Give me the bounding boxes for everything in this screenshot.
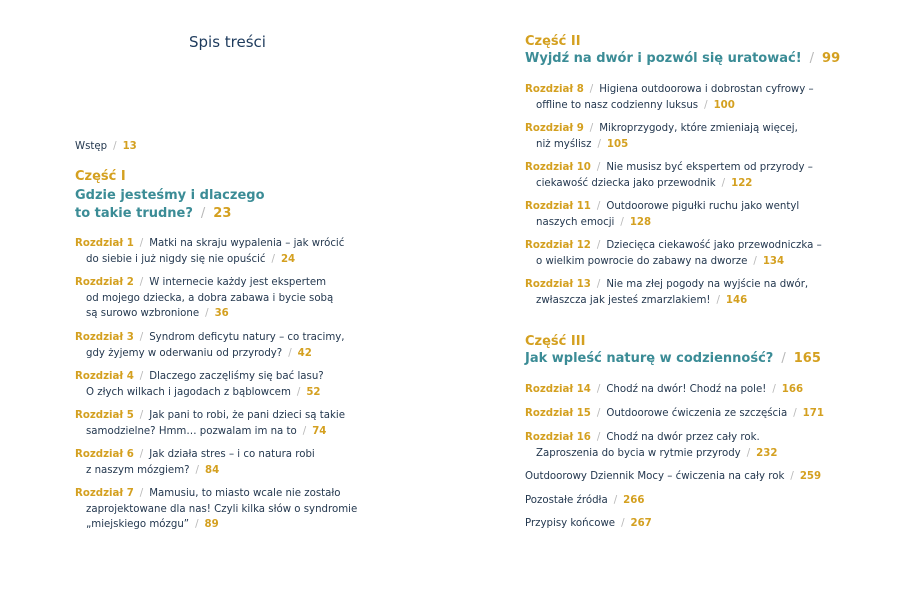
toc-entry-other-sources[interactable] [525,493,644,509]
separator: / [781,351,786,366]
separator: / [288,347,292,359]
toc-entry-chapter-14[interactable] [525,382,803,398]
toc-entry-chapter-5[interactable] [75,408,345,439]
chapter-title-line: Matki na skraju wypalenia – jak wrócić [149,238,345,249]
chapter-page: 52 [306,386,321,398]
separator: / [589,123,594,134]
back-matter-label: Przypisy końcowe [525,518,616,529]
back-matter-label: Outdoorowy Dziennik Mocy – ćwiczenia na cały rok [525,471,785,482]
separator: / [596,162,601,173]
chapter-label: Rozdział 15 [525,408,591,419]
toc-entry-chapter-6[interactable] [75,447,315,478]
toc-entry-intro[interactable] [75,139,137,155]
separator: / [302,425,307,437]
separator: / [139,277,144,288]
separator: / [596,432,601,443]
toc-entry-chapter-4[interactable] [75,369,324,400]
separator: / [296,386,301,398]
chapter-page: 105 [606,138,629,150]
part1-page: 23 [213,206,232,221]
separator: / [596,240,601,251]
toc-entry-chapter-2[interactable] [75,275,333,322]
chapter-label: Rozdział 16 [525,432,591,443]
separator: / [753,255,757,267]
toc-entry-chapter-7[interactable] [75,486,357,533]
separator: / [139,410,144,421]
chapter-title-line: ciekawość dziecka jako przewodnik [536,177,716,189]
part3-page: 165 [793,351,821,366]
chapter-title-line: od mojego dziecka, a dobra zabawa i bycie sobą [86,292,334,304]
chapter-page: 100 [713,99,735,111]
part3-title[interactable] [525,350,821,368]
chapter-title-line: zwłaszcza jak jesteś zmarzlakiem! [536,294,711,306]
separator: / [596,279,601,290]
chapter-title-line: Jak pani to robi, że pani dzieci są takie [149,410,345,421]
separator: / [139,371,144,382]
chapter-label: Rozdział 3 [75,332,134,343]
chapter-title-line: Syndrom deficytu natury – co tracimy, [149,332,345,343]
chapter-title-line: o wielkim powrocie do zabawy na dworze [536,255,748,267]
chapter-label: Rozdział 9 [525,123,584,134]
back-matter-page: 266 [623,495,645,506]
toc-entry-chapter-10[interactable] [525,160,813,191]
chapter-page: 122 [731,177,753,189]
chapter-title-line: gdy żyjemy w oderwaniu od przyrody? [86,347,283,359]
chapter-title-line: Mikroprzygody, które zmieniają więcej, [599,123,798,134]
separator: / [793,408,797,419]
toc-entry-chapter-3[interactable] [75,330,345,361]
chapter-page: 42 [297,347,312,359]
chapter-title-line: W internecie każdy jest ekspertem [149,277,327,288]
chapter-title-line: Outdoorowe pigułki ruchu jako wentyl [606,201,800,212]
chapter-title-line: Outdoorowe ćwiczenia ze szczęścia [606,408,788,419]
toc-entry-chapter-9[interactable] [525,121,798,152]
separator: / [716,294,720,306]
part1-label: Część I [75,169,126,184]
chapter-title-line: Dlaczego zaczęliśmy się bać lasu? [149,371,324,382]
chapter-label: Rozdział 4 [75,371,134,382]
toc-entry-journal[interactable] [525,469,821,485]
separator: / [195,519,199,530]
back-matter-page: 259 [799,471,822,482]
chapter-label: Rozdział 14 [525,384,591,395]
part1-title-line1: Gdzie jesteśmy i dlaczego [75,188,265,203]
chapter-title-line: O złych wilkach i jagodach z bąblowcem [86,386,291,398]
chapter-title-line: z naszym mózgiem? [86,464,190,476]
chapter-label: Rozdział 13 [525,279,591,290]
toc-title: Spis treści [189,33,266,51]
chapter-title-line: Jak działa stres – i co natura robi [149,449,315,460]
chapter-page: 24 [280,253,296,265]
chapter-title-line: niż myślisz [536,138,592,150]
separator: / [596,384,601,395]
chapter-title-line: samodzielne? Hmm… pozwalam im na to [86,425,297,437]
chapter-page: 166 [781,384,804,395]
separator: / [620,216,624,228]
chapter-page: 84 [204,464,220,476]
toc-entry-chapter-12[interactable] [525,238,822,269]
chapter-title-line: Zaproszenia do bycia w rytmie przyrody [536,447,741,459]
chapter-label: Rozdział 12 [525,240,591,251]
separator: / [596,408,601,419]
chapter-title-line: Dziecięca ciekawość jako przewodniczka – [606,240,822,251]
separator: / [790,471,794,482]
toc-entry-chapter-11[interactable] [525,199,799,230]
toc-entry-chapter-13[interactable] [525,277,808,308]
chapter-page: 128 [629,216,652,228]
chapter-page: 171 [802,408,824,419]
chapter-title-line: zaprojektowane dla nas! Czyli kilka słów o syndromie [86,503,358,515]
chapter-title-line: Nie ma złej pogody na wyjście na dwór, [606,279,809,290]
toc-entry-chapter-1[interactable] [75,236,344,267]
chapter-title-line: „miejskiego mózgu” [86,519,190,530]
back-matter-page: 267 [630,518,652,529]
separator: / [589,84,594,95]
chapter-label: Rozdział 5 [75,410,134,421]
part1-title[interactable] [75,187,265,223]
chapter-page: 146 [725,294,748,306]
chapter-page: 134 [762,255,785,267]
intro-page: 13 [122,141,137,152]
chapter-page: 74 [312,425,327,437]
intro-label: Wstęp [75,141,108,152]
chapter-title-line: do siebie i już nigdy się nie opuścić [86,253,266,265]
chapter-label: Rozdział 10 [525,162,591,173]
separator: / [113,141,117,152]
part2-label: Część II [525,34,581,49]
chapter-title-line: offline to nasz codzienny luksus [536,99,699,111]
part3-title-text: Jak wpleść naturę w codzienność? [525,351,774,366]
separator: / [139,488,144,499]
separator: / [195,464,199,476]
chapter-title-line: Mamusiu, to miasto wcale nie zostało [149,488,341,499]
chapter-label: Rozdział 6 [75,449,134,460]
separator: / [597,138,601,150]
chapter-label: Rozdział 11 [525,201,591,212]
chapter-label: Rozdział 2 [75,277,134,288]
chapter-title-line: są surowo wzbronione [86,308,200,319]
toc-entry-chapter-16[interactable] [525,430,777,461]
separator: / [613,495,618,506]
separator: / [704,99,708,111]
separator: / [271,253,275,265]
toc-entry-chapter-8[interactable] [525,82,814,113]
chapter-label: Rozdział 1 [75,238,134,249]
part2-title[interactable] [525,50,840,68]
chapter-page: 36 [214,308,229,319]
chapter-title-line: Nie musisz być ekspertem od przyrody – [606,162,813,173]
separator: / [200,206,206,221]
chapter-title-line: Chodź na dwór przez cały rok. [606,432,760,443]
separator: / [621,518,625,529]
part2-page: 99 [822,51,841,66]
part1-title-line2: to takie trudne? [75,206,193,221]
back-matter-label: Pozostałe źródła [525,495,608,506]
part2-title-text: Wyjdź na dwór i pozwól się uratować! [525,51,802,66]
chapter-page: 232 [756,447,778,459]
chapter-page: 89 [204,519,219,530]
chapter-title-line: naszych emocji [536,216,615,228]
chapter-label: Rozdział 8 [525,84,584,95]
separator: / [139,332,144,343]
part3-label: Część III [525,334,586,349]
separator: / [746,447,751,459]
separator: / [596,201,601,212]
separator: / [772,384,776,395]
chapter-label: Rozdział 7 [75,488,134,499]
separator: / [139,238,144,249]
chapter-title-line: Higiena outdoorowa i dobrostan cyfrowy – [599,84,814,95]
separator: / [139,449,144,460]
chapter-title-line: Chodź na dwór! Chodź na pole! [606,384,767,395]
toc-entry-chapter-15[interactable] [525,406,824,422]
toc-entry-endnotes[interactable] [525,516,652,532]
separator: / [809,51,815,66]
right-page [450,0,900,600]
separator: / [721,177,726,189]
separator: / [205,308,209,319]
